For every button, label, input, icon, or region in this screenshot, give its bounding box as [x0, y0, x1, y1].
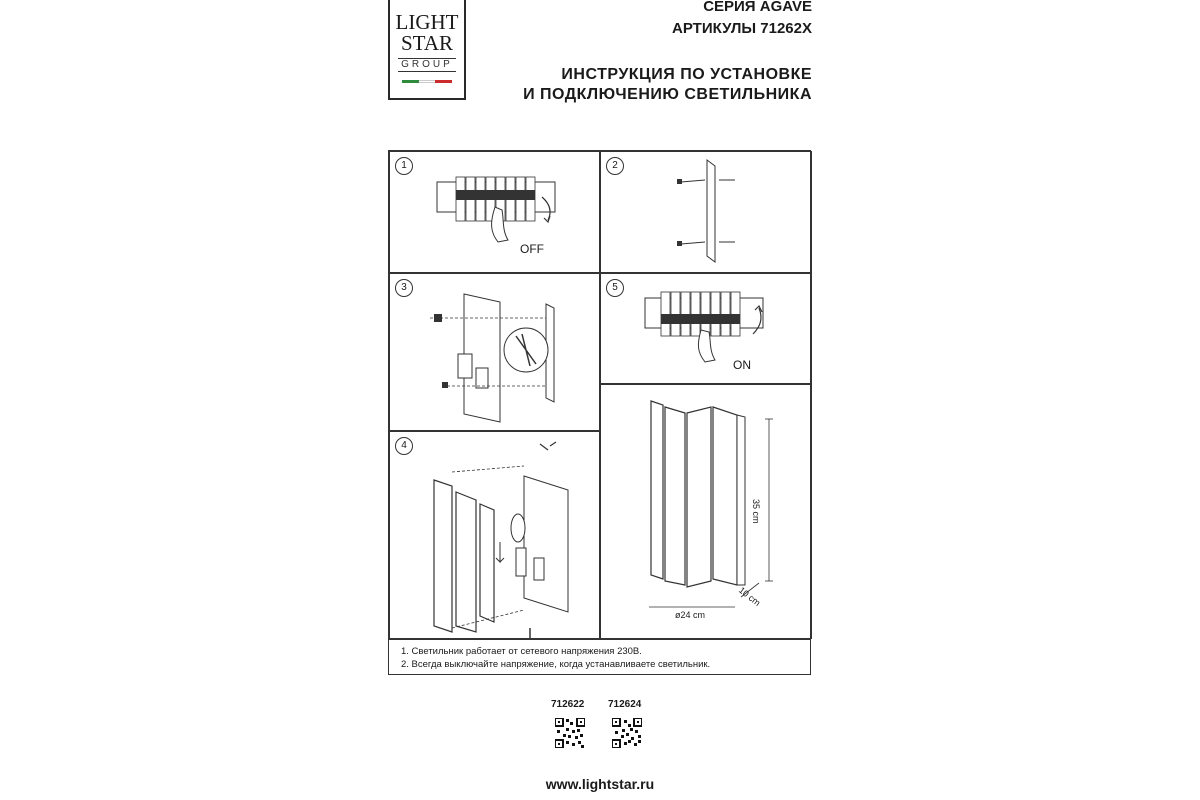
diameter-dimension: ø24 cm [675, 610, 706, 620]
articles-title: АРТИКУЛЫ 71262X [672, 20, 812, 37]
depth-dimension: 10 cm [736, 585, 763, 608]
instruction-title-line-2: И ПОДКЛЮЧЕНИЮ СВЕТИЛЬНИКА [523, 86, 812, 103]
italian-flag-stripe [402, 80, 452, 83]
website-link[interactable]: www.lightstar.ru [545, 776, 655, 792]
step-4-cell [389, 431, 600, 639]
dimensions-illustration [601, 385, 813, 640]
wiring-connection-illustration [390, 274, 601, 432]
qr-article-1: 712622 [551, 699, 585, 710]
step-3-number: 3 [395, 279, 413, 297]
note-1: 1. Светильник работает от сетевого напряжения 230В. [401, 646, 642, 657]
step-3-cell [389, 273, 600, 431]
step-5-cell [600, 273, 812, 384]
step-2-number: 2 [606, 157, 624, 175]
step-1-cell [389, 151, 600, 273]
notes-section [389, 639, 810, 677]
instruction-title-line-1: ИНСТРУКЦИЯ ПО УСТАНОВКЕ [561, 66, 812, 83]
height-dimension: 35 cm [751, 499, 761, 524]
logo-line-1: LIGHT [395, 10, 459, 34]
step-2-cell [600, 151, 812, 273]
shade-assembly-illustration [390, 432, 601, 640]
brand-logo [388, 0, 466, 100]
step-5-number: 5 [606, 279, 624, 297]
qr-article-2: 712624 [608, 699, 642, 710]
logo-line-3: GROUP [398, 58, 456, 72]
on-label: ON [733, 358, 751, 372]
series-title: СЕРИЯ AGAVE [703, 0, 812, 15]
mounting-bracket-illustration [601, 152, 813, 274]
instruction-panel [388, 150, 811, 675]
breaker-off-illustration [390, 152, 601, 274]
breaker-on-illustration [601, 274, 813, 385]
off-label: OFF [520, 242, 544, 256]
note-2: 2. Всегда выключайте напряжение, когда устанавливаете светильник. [401, 659, 711, 670]
qr-code-2 [612, 718, 642, 748]
qr-code-1 [555, 718, 585, 748]
logo-line-2: STAR [401, 31, 453, 55]
step-1-number: 1 [395, 157, 413, 175]
step-4-number: 4 [395, 437, 413, 455]
dimensions-cell [600, 384, 812, 639]
